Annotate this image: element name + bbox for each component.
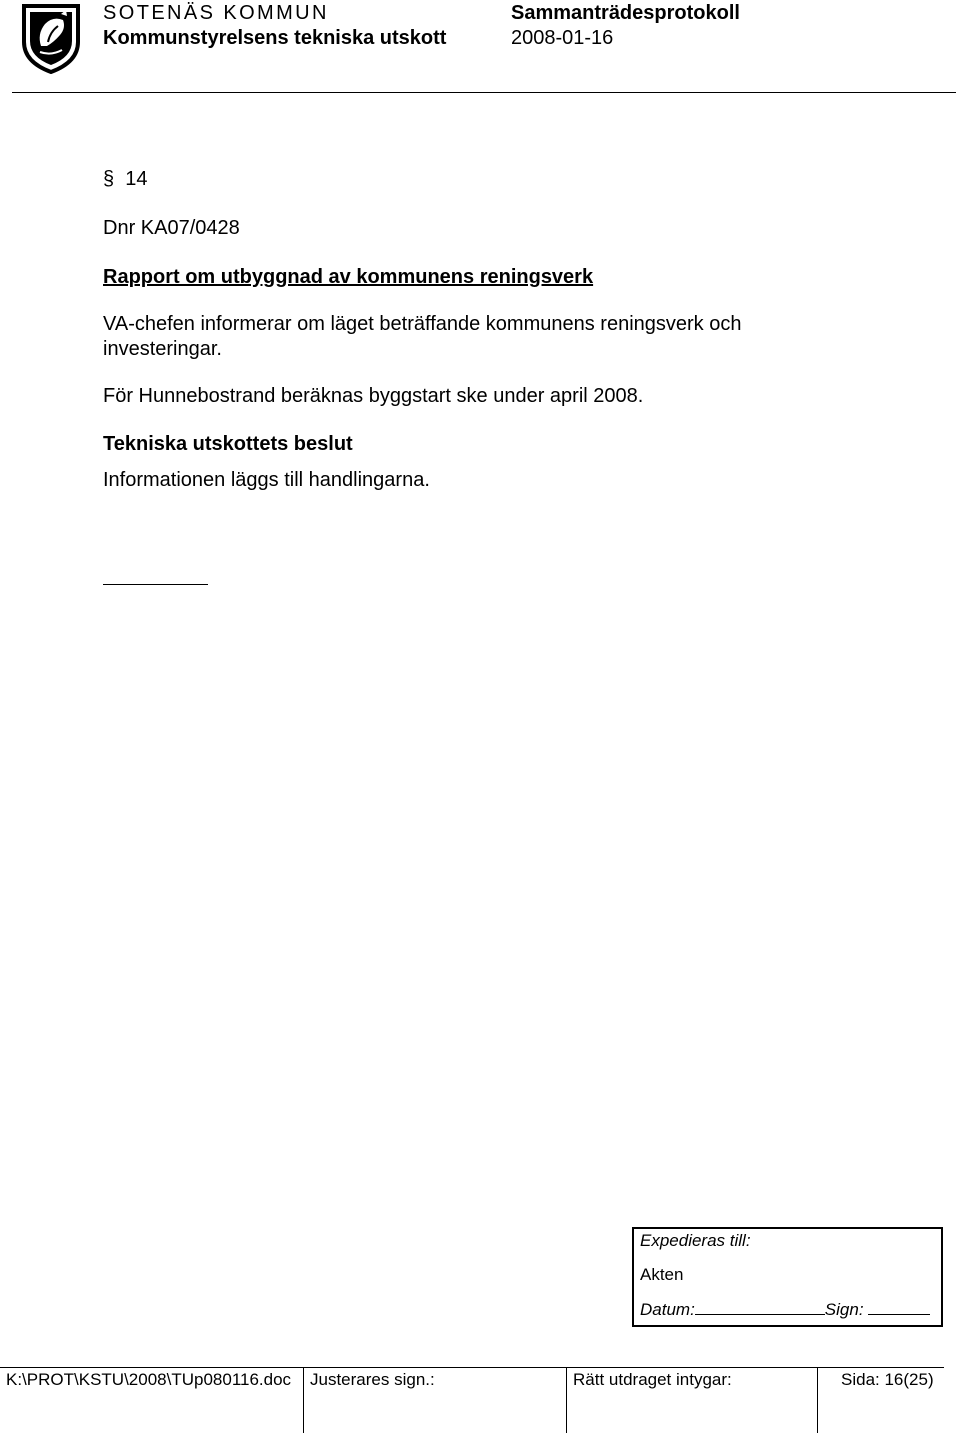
section-heading: [103, 168, 148, 191]
header-divider: [12, 92, 956, 93]
sign-label: Sign:: [824, 1300, 864, 1319]
decision-text: Informationen läggs till handlingarna.: [103, 469, 430, 491]
dispatch-recipient: Akten: [640, 1265, 684, 1284]
footer-column-divider: [817, 1367, 818, 1433]
justify-label: Justerares sign.:: [310, 1370, 435, 1389]
footer-column-divider: [303, 1367, 304, 1433]
municipal-coat-of-arms-icon: [20, 2, 82, 74]
end-rule: [103, 584, 208, 585]
document-type: Sammanträdesprotokoll: [511, 2, 740, 24]
file-path: K:\PROT\KSTU\2008\TUp080116.doc: [6, 1370, 292, 1389]
page-number: Sida: 16(25): [841, 1370, 934, 1389]
section-symbol: §: [103, 168, 115, 190]
date-sign-line: [640, 1300, 930, 1320]
footer-divider: [0, 1367, 944, 1368]
paragraph: VA-chefen informerar om läget beträffande kommunens reningsverk och investeringar.: [103, 313, 742, 360]
organization-name: SOTENÄS KOMMUN: [103, 2, 329, 24]
section-number: 14: [125, 168, 148, 190]
paragraph: För Hunnebostrand beräknas byggstart ske under april 2008.: [103, 385, 644, 407]
item-title: Rapport om utbyggnad av kommunens reningsverk: [103, 266, 594, 288]
meeting-date: 2008-01-16: [511, 27, 614, 49]
extract-label: Rätt utdraget intygar:: [573, 1370, 732, 1389]
diary-number: Dnr KA07/0428: [103, 217, 240, 239]
date-label: Datum:: [640, 1300, 695, 1319]
decision-heading: Tekniska utskottets beslut: [103, 433, 353, 455]
date-blank: [695, 1300, 825, 1315]
dispatch-heading: Expedieras till:: [640, 1231, 751, 1250]
sign-blank: [868, 1300, 930, 1315]
footer-column-divider: [566, 1367, 567, 1433]
dispatch-box: [632, 1227, 943, 1327]
committee-name: Kommunstyrelsens tekniska utskott: [103, 27, 447, 49]
